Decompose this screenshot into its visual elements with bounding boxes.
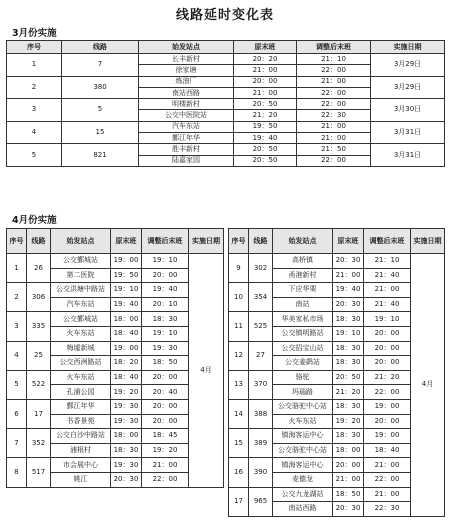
effective-date: 3月29日 — [371, 54, 445, 77]
adjusted-last-bus: 21：00 — [364, 487, 411, 502]
start-stop: 长丰新村 — [139, 54, 234, 65]
adjusted-last-bus: 21：40 — [364, 297, 411, 312]
table-row — [7, 144, 445, 155]
adjusted-last-bus: 20：00 — [142, 268, 189, 283]
original-last-bus: 18：30 — [333, 429, 364, 444]
april-left-header-row — [7, 229, 224, 254]
route-number: 388 — [249, 399, 273, 428]
adjusted-last-bus: 21：20 — [364, 370, 411, 385]
header-stop: 始发站点 — [51, 229, 111, 254]
header-route: 线路 — [62, 41, 139, 54]
start-stop: 高桥镇 — [273, 254, 333, 269]
route-number: 354 — [249, 283, 273, 312]
adjusted-last-bus: 18：40 — [364, 443, 411, 458]
original-last-bus: 20：50 — [234, 99, 297, 110]
header-new-last: 调整后末班 — [364, 229, 411, 254]
adjusted-last-bus: 21：10 — [297, 54, 371, 65]
row-number: 2 — [7, 76, 62, 99]
start-stop: 汽车东站 — [51, 297, 111, 312]
start-stop: 火车东站 — [273, 414, 333, 429]
april-section-label: 4月份实施 — [12, 215, 57, 226]
route-number: 525 — [249, 312, 273, 341]
route-number: 335 — [27, 312, 51, 341]
header-no: 序号 — [7, 229, 27, 254]
start-stop: 甬港新村 — [273, 268, 333, 283]
adjusted-last-bus: 19：10 — [142, 326, 189, 341]
row-number: 14 — [229, 399, 249, 428]
adjusted-last-bus: 18：50 — [142, 356, 189, 371]
row-number: 9 — [229, 254, 249, 283]
original-last-bus: 18：30 — [333, 399, 364, 414]
start-stop: 公交鄞城站 — [51, 312, 111, 327]
row-number: 7 — [7, 429, 27, 458]
original-last-bus: 18：00 — [111, 429, 142, 444]
row-number: 10 — [229, 283, 249, 312]
table-row — [7, 121, 445, 132]
row-number: 15 — [229, 429, 249, 458]
original-last-bus: 18：40 — [111, 326, 142, 341]
adjusted-last-bus: 19：00 — [364, 429, 411, 444]
original-last-bus: 21：20 — [333, 385, 364, 400]
march-header-row — [7, 41, 445, 54]
effective-date: 4月 — [189, 254, 224, 488]
start-stop: 公交姜鹢站 — [273, 356, 333, 371]
original-last-bus: 19：30 — [111, 458, 142, 473]
adjusted-last-bus: 21：00 — [364, 283, 411, 298]
start-stop: 汽车东站 — [139, 121, 234, 132]
start-stop: 火车东站 — [51, 326, 111, 341]
table-row — [7, 254, 224, 269]
start-stop: 鄞江年华 — [51, 399, 111, 414]
route-number: 390 — [249, 458, 273, 487]
original-last-bus: 21：00 — [234, 87, 297, 98]
adjusted-last-bus: 21：50 — [297, 144, 371, 155]
route-number: 370 — [249, 370, 273, 399]
adjusted-last-bus: 18：45 — [142, 429, 189, 444]
original-last-bus: 20：50 — [234, 144, 297, 155]
route-number: 5 — [62, 99, 139, 122]
original-last-bus: 19：20 — [333, 414, 364, 429]
original-last-bus: 18：20 — [111, 356, 142, 371]
table-row — [229, 254, 445, 269]
effective-date: 3月31日 — [371, 121, 445, 144]
start-stop: 炼油厂 — [139, 76, 234, 87]
adjusted-last-bus: 19：20 — [142, 443, 189, 458]
original-last-bus: 20：30 — [333, 502, 364, 517]
april-table-left — [6, 228, 224, 488]
adjusted-last-bus: 22：00 — [297, 155, 371, 166]
start-stop: 麦德龙 — [273, 472, 333, 487]
adjusted-last-bus: 22：00 — [364, 472, 411, 487]
header-new-last: 调整后末班 — [142, 229, 189, 254]
table-row — [7, 99, 445, 110]
start-stop: 姚江 — [51, 472, 111, 487]
adjusted-last-bus: 22：00 — [297, 65, 371, 76]
adjusted-last-bus: 20：00 — [142, 399, 189, 414]
route-number: 27 — [249, 341, 273, 370]
table-row — [7, 76, 445, 87]
start-stop: 公交西洲路站 — [51, 356, 111, 371]
start-stop: 陆嘉家园 — [139, 155, 234, 166]
start-stop: 明楼新村 — [139, 99, 234, 110]
original-last-bus: 18：40 — [111, 370, 142, 385]
original-last-bus: 21：20 — [234, 110, 297, 121]
header-date: 实施日期 — [371, 41, 445, 54]
adjusted-last-bus: 22：00 — [142, 472, 189, 487]
start-stop: 镇海客运中心 — [273, 458, 333, 473]
start-stop: 镇海客运中心 — [273, 429, 333, 444]
original-last-bus: 18：50 — [333, 487, 364, 502]
row-number: 2 — [7, 283, 27, 312]
adjusted-last-bus: 21：40 — [364, 268, 411, 283]
original-last-bus: 18：30 — [333, 341, 364, 356]
original-last-bus: 19：00 — [111, 341, 142, 356]
row-number: 6 — [7, 399, 27, 428]
adjusted-last-bus: 19：10 — [364, 312, 411, 327]
route-number: 17 — [27, 399, 51, 428]
effective-date: 3月30日 — [371, 99, 445, 122]
header-stop: 始发站点 — [139, 41, 234, 54]
start-stop: 公交镇明路站 — [273, 326, 333, 341]
adjusted-last-bus: 21：00 — [364, 458, 411, 473]
start-stop: 徐家塘 — [139, 65, 234, 76]
row-number: 11 — [229, 312, 249, 341]
adjusted-last-bus: 21：00 — [142, 458, 189, 473]
start-stop: 公交招宝山站 — [273, 341, 333, 356]
header-stop: 始发站点 — [273, 229, 333, 254]
route-number: 26 — [27, 254, 51, 283]
start-stop: 浦根村 — [51, 443, 111, 458]
original-last-bus: 20：00 — [333, 458, 364, 473]
original-last-bus: 19：50 — [111, 268, 142, 283]
header-old-last: 原末班 — [111, 229, 142, 254]
table-row — [7, 54, 445, 65]
row-number: 3 — [7, 99, 62, 122]
adjusted-last-bus: 20：00 — [142, 414, 189, 429]
route-number: 7 — [62, 54, 139, 77]
header-route: 线路 — [27, 229, 51, 254]
start-stop: 胜丰新村 — [139, 144, 234, 155]
adjusted-last-bus: 20：00 — [364, 326, 411, 341]
header-date: 实施日期 — [411, 229, 445, 254]
march-table — [6, 40, 445, 167]
original-last-bus: 19：30 — [111, 399, 142, 414]
start-stop: 公交鄞城站 — [51, 254, 111, 269]
route-number: 522 — [27, 370, 51, 399]
row-number: 5 — [7, 144, 62, 167]
original-last-bus: 21：00 — [234, 65, 297, 76]
adjusted-last-bus: 20：00 — [142, 370, 189, 385]
start-stop: 孔浦公园 — [51, 385, 111, 400]
start-stop: 华美家私市场 — [273, 312, 333, 327]
start-stop: 公交洪塘中路站 — [51, 283, 111, 298]
row-number: 1 — [7, 254, 27, 283]
route-number: 352 — [27, 429, 51, 458]
start-stop: 梅墟新城 — [51, 341, 111, 356]
start-stop: 公交九龙湖站 — [273, 487, 333, 502]
original-last-bus: 18：00 — [333, 443, 364, 458]
effective-date: 3月29日 — [371, 76, 445, 99]
header-route: 线路 — [249, 229, 273, 254]
april-right-header-row — [229, 229, 445, 254]
route-number: 821 — [62, 144, 139, 167]
adjusted-last-bus: 20：00 — [364, 414, 411, 429]
adjusted-last-bus: 22：30 — [364, 502, 411, 517]
start-stop: 书香景苑 — [51, 414, 111, 429]
march-section-label: 3月份实施 — [12, 28, 57, 39]
header-new-last: 调整后末班 — [297, 41, 371, 54]
original-last-bus: 20：50 — [234, 155, 297, 166]
adjusted-last-bus: 20：00 — [364, 341, 411, 356]
original-last-bus: 18：00 — [111, 312, 142, 327]
original-last-bus: 20：30 — [333, 254, 364, 269]
route-number: 389 — [249, 429, 273, 458]
start-stop: 市会展中心 — [51, 458, 111, 473]
original-last-bus: 20：30 — [333, 297, 364, 312]
original-last-bus: 20：50 — [333, 370, 364, 385]
header-date: 实施日期 — [189, 229, 224, 254]
original-last-bus: 18：30 — [333, 356, 364, 371]
route-number: 965 — [249, 487, 273, 516]
row-number: 4 — [7, 121, 62, 144]
original-last-bus: 20：00 — [234, 76, 297, 87]
adjusted-last-bus: 19：30 — [142, 341, 189, 356]
original-last-bus: 18：30 — [111, 443, 142, 458]
effective-date: 4月 — [411, 254, 445, 517]
start-stop: 公交骆驼中心站 — [273, 443, 333, 458]
header-old-last: 原末班 — [234, 41, 297, 54]
start-stop: 第二医院 — [51, 268, 111, 283]
start-stop: 公交骆驼中心站 — [273, 399, 333, 414]
adjusted-last-bus: 21：00 — [297, 121, 371, 132]
original-last-bus: 19：00 — [111, 254, 142, 269]
original-last-bus: 19：30 — [111, 414, 142, 429]
row-number: 16 — [229, 458, 249, 487]
row-number: 3 — [7, 312, 27, 341]
adjusted-last-bus: 20：00 — [364, 356, 411, 371]
original-last-bus: 20：20 — [234, 54, 297, 65]
page-title: 线路延时变化表 — [175, 8, 274, 23]
original-last-bus: 19：10 — [111, 283, 142, 298]
start-stop: 鄞江年华 — [139, 133, 234, 144]
original-last-bus: 19：50 — [234, 121, 297, 132]
start-stop: 公交白沙中路站 — [51, 429, 111, 444]
original-last-bus: 19：10 — [333, 326, 364, 341]
row-number: 1 — [7, 54, 62, 77]
adjusted-last-bus: 20：10 — [142, 297, 189, 312]
adjusted-last-bus: 21：00 — [297, 76, 371, 87]
route-number: 25 — [27, 341, 51, 370]
original-last-bus: 20：30 — [111, 472, 142, 487]
route-number: 302 — [249, 254, 273, 283]
start-stop: 南站 — [273, 297, 333, 312]
route-number: 380 — [62, 76, 139, 99]
original-last-bus: 19：40 — [234, 133, 297, 144]
adjusted-last-bus: 22：00 — [297, 87, 371, 98]
original-last-bus: 21：00 — [333, 268, 364, 283]
adjusted-last-bus: 21：10 — [364, 254, 411, 269]
row-number: 12 — [229, 341, 249, 370]
adjusted-last-bus: 22：30 — [297, 110, 371, 121]
original-last-bus: 18：30 — [333, 312, 364, 327]
start-stop: 火车东站 — [51, 370, 111, 385]
start-stop: 南站西路 — [139, 87, 234, 98]
header-old-last: 原末班 — [333, 229, 364, 254]
row-number: 17 — [229, 487, 249, 516]
adjusted-last-bus: 22：00 — [364, 385, 411, 400]
april-table-right — [228, 228, 445, 517]
start-stop: 公交中医院站 — [139, 110, 234, 121]
adjusted-last-bus: 19：00 — [364, 399, 411, 414]
start-stop: 下应华栗 — [273, 283, 333, 298]
start-stop: 南站西路 — [273, 502, 333, 517]
route-number: 517 — [27, 458, 51, 487]
start-stop: 玛瑙路 — [273, 385, 333, 400]
route-number: 306 — [27, 283, 51, 312]
start-stop: 骆驼 — [273, 370, 333, 385]
original-last-bus: 19：40 — [333, 283, 364, 298]
effective-date: 3月31日 — [371, 144, 445, 167]
header-no: 序号 — [7, 41, 62, 54]
row-number: 4 — [7, 341, 27, 370]
row-number: 5 — [7, 370, 27, 399]
adjusted-last-bus: 20：40 — [142, 385, 189, 400]
original-last-bus: 19：40 — [111, 297, 142, 312]
row-number: 8 — [7, 458, 27, 487]
original-last-bus: 19：20 — [111, 385, 142, 400]
adjusted-last-bus: 18：30 — [142, 312, 189, 327]
original-last-bus: 21：00 — [333, 472, 364, 487]
adjusted-last-bus: 19：40 — [142, 283, 189, 298]
row-number: 13 — [229, 370, 249, 399]
adjusted-last-bus: 21：00 — [297, 133, 371, 144]
adjusted-last-bus: 19：10 — [142, 254, 189, 269]
adjusted-last-bus: 22：00 — [297, 99, 371, 110]
route-number: 15 — [62, 121, 139, 144]
header-no: 序号 — [229, 229, 249, 254]
